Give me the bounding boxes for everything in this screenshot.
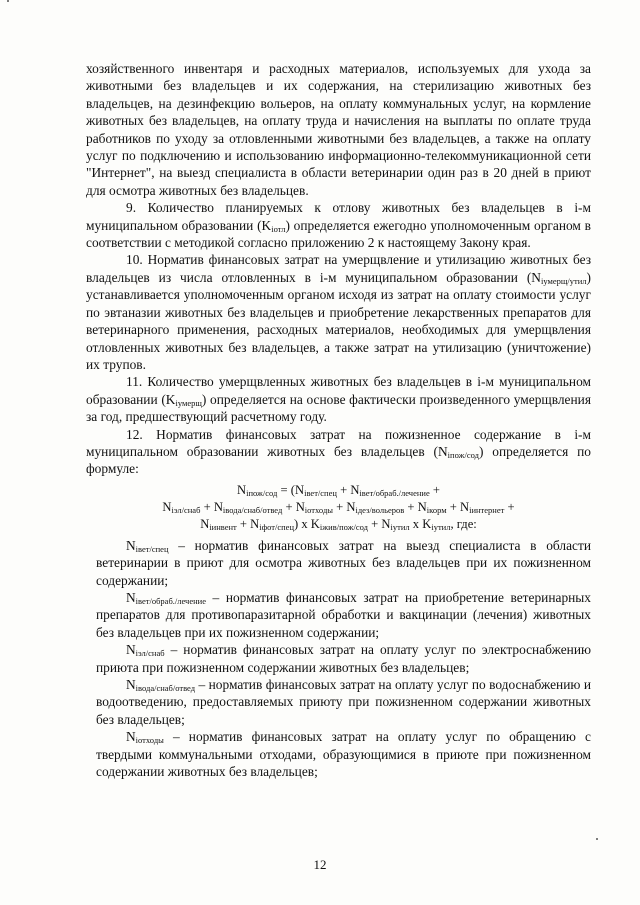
scan-artifact <box>7 0 9 2</box>
page-number: 12 <box>313 857 327 872</box>
paragraph-11: 11. Количество умерщвленных животных без владельцев в i-м муниципальном образовании $(K_{iумерщ})$ определяется на основе фактически произведенного умерщвления за год, предшествующий расчетному году. <box>86 374 591 425</box>
paragraph-12: 12. Норматив финансовых затрат на пожизненное содержание в i-м муниципальном образовании животных без владельцев $(N_{iпож/сод})$ определяется по формуле: <box>86 426 591 477</box>
formula-line-1: $N_{iпож/сод} = (N_{iвет/спец} + N_{iвет/обраб./лечение}$ + <box>236 482 440 498</box>
definition-waste: $N_{iотходы}$ – норматив финансовых затрат на оплату услуг по обращению с твердыми коммунальными отходами, образующимися в приюте при пожизненном содержании животных без владельцев; <box>96 729 591 780</box>
formula-line-3: $N_{iинвент} + N_{iфот/спец}$) x $K_{iжив/пож/сод} + N_{iутил}$ x $K_{iутил}$, где: <box>200 516 477 532</box>
scan-artifact <box>596 838 598 840</box>
formula-block <box>86 482 591 533</box>
definition-water: $N_{iвода/снаб/отвед}$ – норматив финансовых затрат на оплату услуг по водоснабжению и водоотведению, предоставляемых приюту при пожизненном содержании животных без владельцев; <box>96 677 591 727</box>
document-body <box>86 60 591 780</box>
formula-line-2: $N_{iэл/снаб} + N_{iвода/снаб/отвед} + N_{iотходы} + N_{iдез/вольеров} + N_{iкорм} + N_{iинтернет}$ + <box>162 499 515 515</box>
definition-vet-treatment: $N_{iвет/обраб./лечение}$ – норматив финансовых затрат на приобретение ветеринарных препаратов для противопаразитарной обработки и вакцинации (лечения) животных без владельцев при их пожизненном содержании; <box>96 589 591 640</box>
paragraph-continuation: хозяйственного инвентаря и расходных материалов, используемых для ухода за животными без владельцев и их содержания, на стерилизацию животных без владельцев, на дезинфекцию вольеров, на оплату коммунальных услуг, на кормление животных без владельцев, на оплату труда и начисления на выплаты по оплате труда работников по уходу за отловленными животными без владельцев, а также на оплату услуг по подключению и использованию информационно-телекоммуникационной сети "Интернет", на выезд специалиста в области ветеринарии один раз в 20 дней в приют для осмотра животных без владельцев. <box>86 61 591 198</box>
paragraph-9: 9. Количество планируемых к отлову животных без владельцев в i-м муниципальном образовании $(K_{iотл})$ определяется ежегодно уполномоченным органом в соответствии с методикой согласно приложению 2 к настоящему Закону края. <box>86 200 591 251</box>
definition-electricity: $N_{iэл/снаб}$ – норматив финансовых затрат на оплату услуг по электроснабжению приюта при пожизненном содержании животных без владельцев; <box>96 642 591 675</box>
paragraph-10: 10. Норматив финансовых затрат на умерщвление и утилизацию животных без владельцев из числа отловленных в i-м муниципальном образовании $(N_{iумерщ/утил})$ устанавливается уполномоченным органом исходя из затрат на оплату стоимости услуг по эвтаназии животных без владельцев и приобретение лекарственных препаратов для ветеринарного применения, расходных материалов, необходимых для умерщвления отловленных животных без владельцев, а также затрат на утилизацию (уничтожение) их трупов. <box>86 252 591 372</box>
definition-vet-spec: $N_{iвет/спец}$ – норматив финансовых затрат на выезд специалиста в области ветеринарии в приют для осмотра животных без владельцев при их пожизненном содержании; <box>96 537 591 588</box>
